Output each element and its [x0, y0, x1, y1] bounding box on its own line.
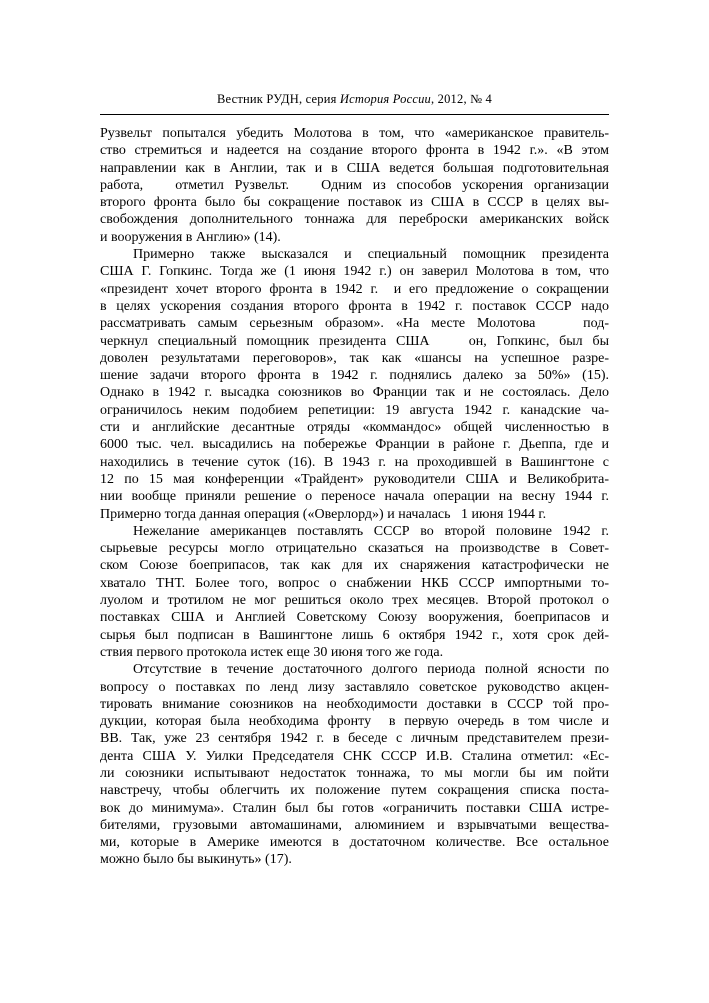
text-line: сырья был подписан в Вашингтоне лишь 6 октября 1942 г., хотя срок дей-	[100, 627, 609, 643]
article-body	[100, 125, 609, 869]
text-line: Примерно также высказался и специальный помощник президента	[133, 247, 609, 263]
text-line: черкнул специальный помощник президента США он, Гопкинс, был бы	[100, 333, 609, 349]
text-line: ВВ. Так, уже 23 сентября 1942 г. в беседе с личным представителем прези-	[100, 731, 609, 747]
text-line: в целях ускорения создания второго фронта в 1942 г. поставок СССР надо	[100, 298, 609, 314]
text-line: дукции, которая была необходима фронту в первую очередь в том числе и	[100, 714, 609, 730]
page-content	[100, 0, 609, 869]
text-line: нии вообще приняли решение о переносе начала операции на весну 1944 г.	[100, 489, 609, 505]
text-line: работа, отметил Рузвельт. Одним из способов ускорения организации	[100, 177, 609, 193]
paragraph	[100, 661, 609, 869]
text-line: дента США У. Уилки Председателя СНК СССР И.В. Сталина отметил: «Ес-	[100, 748, 609, 764]
running-header	[100, 0, 609, 107]
text-line: тировать внимание союзников на необходимости доставки в СССР той про-	[100, 696, 609, 712]
text-line: можно было бы выкинуть» (17).	[100, 852, 292, 868]
header-rule	[100, 114, 609, 115]
text-line: хватало ТНТ. Более того, вопрос о снабжении НКБ СССР импортными то-	[100, 575, 609, 591]
text-line: 6000 тыс. чел. высадились на побережье Франции в районе г. Дьеппа, где и	[100, 437, 609, 453]
text-line: свобождения дополнительного тоннажа для переброски американских войск	[100, 212, 609, 228]
text-line: Рузвельт попытался убедить Молотова в том, что «американское правитель-	[100, 126, 609, 141]
text-line: США Г. Гопкинс. Тогда же (1 июня 1942 г.) он заверил Молотова в том, что	[100, 264, 609, 280]
header-journal-name: Вестник РУДН, серия	[216, 92, 340, 106]
header-series-name: История России	[339, 92, 431, 106]
text-line: второго фронта было бы сокращение поставок из США в СССР в целях вы-	[100, 195, 609, 211]
text-line: Нежелание американцев поставлять СССР во второй половине 1942 г.	[133, 523, 609, 539]
text-line: доволен результатами переговоров», так как «шансы на успешное разре-	[100, 350, 609, 366]
header-issue-info: , 2012, № 4	[431, 92, 493, 106]
text-line: вок до минимума». Сталин был бы готов «ограничить поставки США истре-	[100, 800, 609, 816]
text-line: бителями, грузовыми автомашинами, алюминием и взрывчатыми вещества-	[100, 817, 609, 833]
text-line: ском Союзе боеприпасов, так как для их снаряжения катастрофически не	[100, 558, 609, 574]
text-line: ограничилось неким подобием репетиции: 19 августа 1942 г. канадские ча-	[100, 402, 609, 418]
text-line: Примерно тогда данная операция («Оверлорд») и началась 1 июня 1944 г.	[100, 506, 547, 522]
text-line: Отсутствие в течение достаточного долгого периода полной ясности по	[133, 662, 609, 678]
text-line: вопросу о поставках по ленд лизу заставляло советское руководство акцен-	[100, 679, 609, 695]
text-line: сырьевые ресурсы могло отрицательно сказаться на производстве в Совет-	[100, 541, 609, 557]
text-line: рассматривать самым серьезным образом». «На месте Молотова под-	[100, 316, 609, 332]
text-line: «президент хочет второго фронта в 1942 г. и его предложение о сокращении	[100, 281, 609, 297]
text-line: шение задачи второго фронта в 1942 г. поднялись далеко за 50%» (15).	[100, 368, 609, 384]
text-line: поставках США и Англией Советскому Союзу вооружения, боеприпасов и	[100, 610, 609, 626]
text-line: сти и английские десантные отряды «коммандос» общей численностью в	[100, 420, 609, 436]
text-line: луолом и тротилом не мог решиться около трех месяцев. Второй протокол о	[100, 593, 609, 609]
text-line: направлении как в Англии, так и в США ведется большая подготовительная	[100, 160, 609, 176]
paragraph	[100, 523, 609, 661]
text-line: находились в течение суток (16). В 1943 г. на проходившей в Вашингтоне с	[100, 454, 609, 470]
paragraph	[100, 125, 609, 246]
paragraph	[100, 246, 609, 523]
text-line: ми, которые в Америке имеются в достаточном количестве. Все остальное	[100, 835, 609, 851]
text-line: ство стремиться и надеется на создание второго фронта в 1942 г.». «В этом	[100, 143, 609, 159]
text-line: и вооружения в Англию» (14).	[100, 229, 281, 245]
text-line: Однако в 1942 г. высадка союзников во Франции так и не состоялась. Дело	[100, 385, 609, 401]
text-line: ли союзники испытывают недостаток тоннажа, то мы могли бы им пойти	[100, 765, 609, 781]
text-line: навстречу, чтобы облегчить их положение путем сокращения списка поста-	[100, 783, 609, 799]
text-line: ствия первого протокола истек еще 30 июня того же года.	[100, 644, 444, 660]
text-line: 12 по 15 мая конференции «Трайдент» руководители США и Великобрита-	[100, 471, 609, 487]
